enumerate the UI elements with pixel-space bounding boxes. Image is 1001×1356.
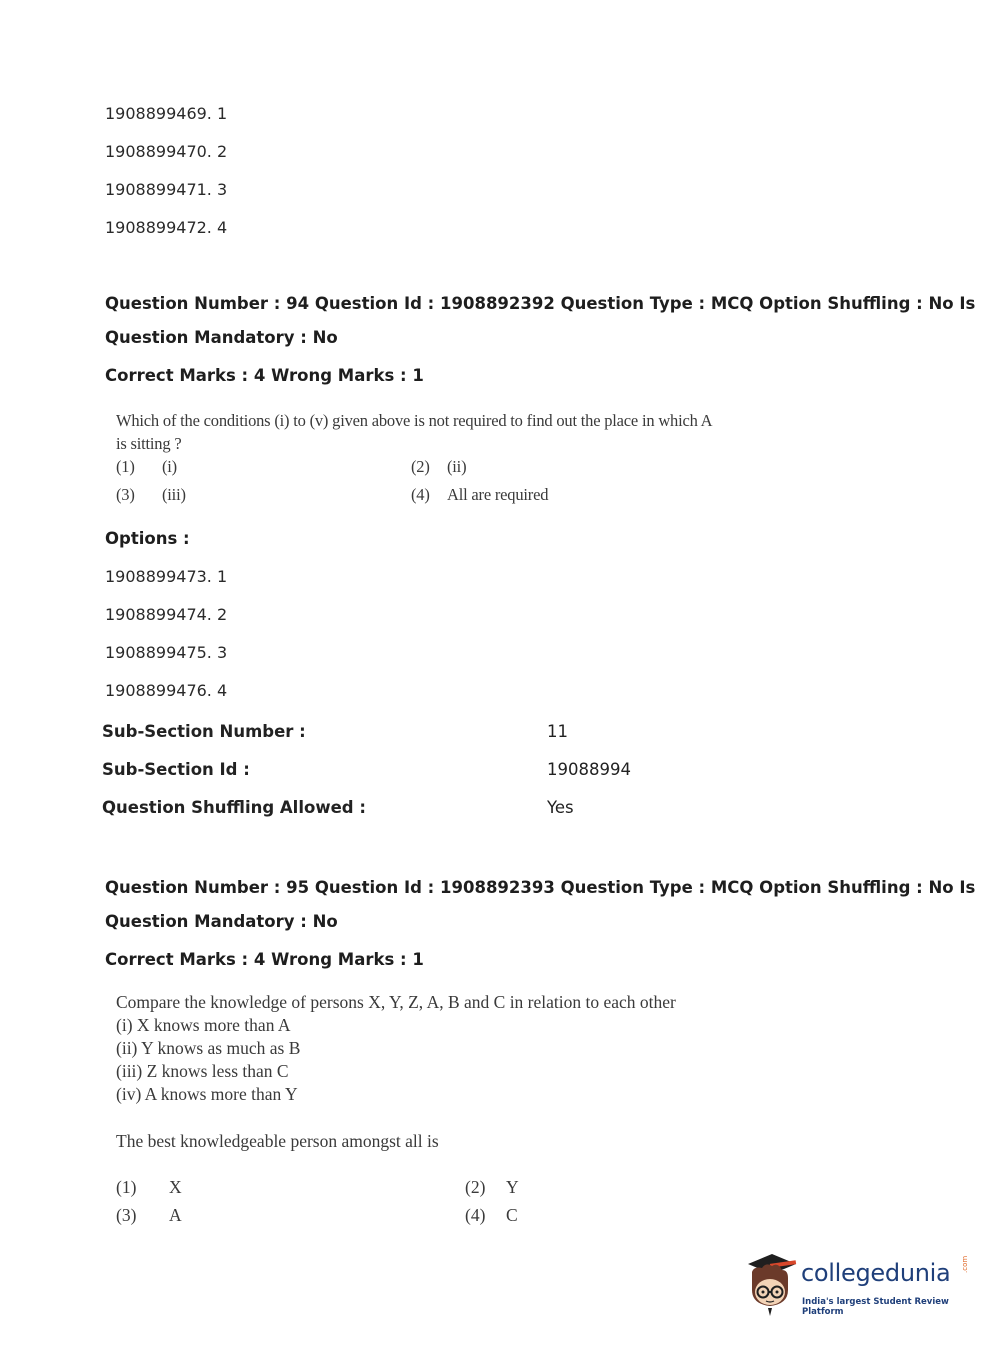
q94-choice-2-text: (ii) [447,457,467,476]
prev-option-4: 1908899472. 4 [105,218,228,237]
q94-option-4: 1908899476. 4 [105,681,228,700]
q95-choice-4-num: (4) [465,1205,486,1225]
q95-header-line1: Question Number : 95 Question Id : 1908892393 Question Type : MCQ Option Shuffling : No Is [105,878,976,897]
q94-header-line2: Question Mandatory : No [105,328,338,347]
brand-dotcom: .com [961,1255,969,1273]
q95-choice-3-num: (3) [116,1205,137,1225]
prev-option-2: 1908899470. 2 [105,142,228,161]
q95-header-line2: Question Mandatory : No [105,912,338,931]
q94-choice-3-text: (iii) [162,485,186,504]
q94-choice-4-num: (4) [411,485,430,504]
q95-stem-line4: (iii) Z knows less than C [116,1061,289,1081]
subsection-number-value: 11 [547,722,568,741]
q95-prompt: The best knowledgeable person amongst all is [116,1131,439,1151]
q94-choice-2-num: (2) [411,457,430,476]
q95-choice-1-text: X [169,1177,182,1197]
subsection-id-label: Sub-Section Id : [102,760,250,779]
brand-name: collegedunia [801,1259,951,1287]
q94-choice-3-num: (3) [116,485,135,504]
q94-marks: Correct Marks : 4 Wrong Marks : 1 [105,366,424,385]
question-shuffling-value: Yes [547,798,574,817]
q95-choice-2-num: (2) [465,1177,486,1197]
q94-option-1: 1908899473. 1 [105,567,228,586]
q95-stem-line3: (ii) Y knows as much as B [116,1038,301,1058]
q95-choice-1-num: (1) [116,1177,137,1197]
question-shuffling-label: Question Shuffling Allowed : [102,798,366,817]
q95-choice-4-text: C [506,1205,518,1225]
q94-choice-1-text: (i) [162,457,177,476]
student-mascot-icon [742,1250,802,1320]
q94-options-label: Options : [105,529,190,548]
prev-option-3: 1908899471. 3 [105,180,228,199]
q94-option-2: 1908899474. 2 [105,605,228,624]
q94-option-3: 1908899475. 3 [105,643,228,662]
q95-stem-line5: (iv) A knows more than Y [116,1084,298,1104]
collegedunia-logo [742,1250,972,1320]
q95-choice-3-text: A [169,1205,182,1225]
subsection-id-value: 19088994 [547,760,631,779]
q95-choice-2-text: Y [506,1177,519,1197]
q95-stem-line1: Compare the knowledge of persons X, Y, Z, A, B and C in relation to each other [116,992,676,1012]
q94-stem-line2: is sitting ? [116,434,182,453]
q95-marks: Correct Marks : 4 Wrong Marks : 1 [105,950,424,969]
q94-header-line1: Question Number : 94 Question Id : 1908892392 Question Type : MCQ Option Shuffling : No Is [105,294,976,313]
q94-stem-line1: Which of the conditions (i) to (v) given above is not required to find out the place in which A [116,411,713,430]
q94-choice-4-text: All are required [447,485,549,504]
subsection-number-label: Sub-Section Number : [102,722,306,741]
brand-tagline: India's largest Student Review Platform [802,1297,949,1317]
prev-option-1: 1908899469. 1 [105,104,228,123]
q94-choice-1-num: (1) [116,457,135,476]
q95-stem-line2: (i) X knows more than A [116,1015,291,1035]
